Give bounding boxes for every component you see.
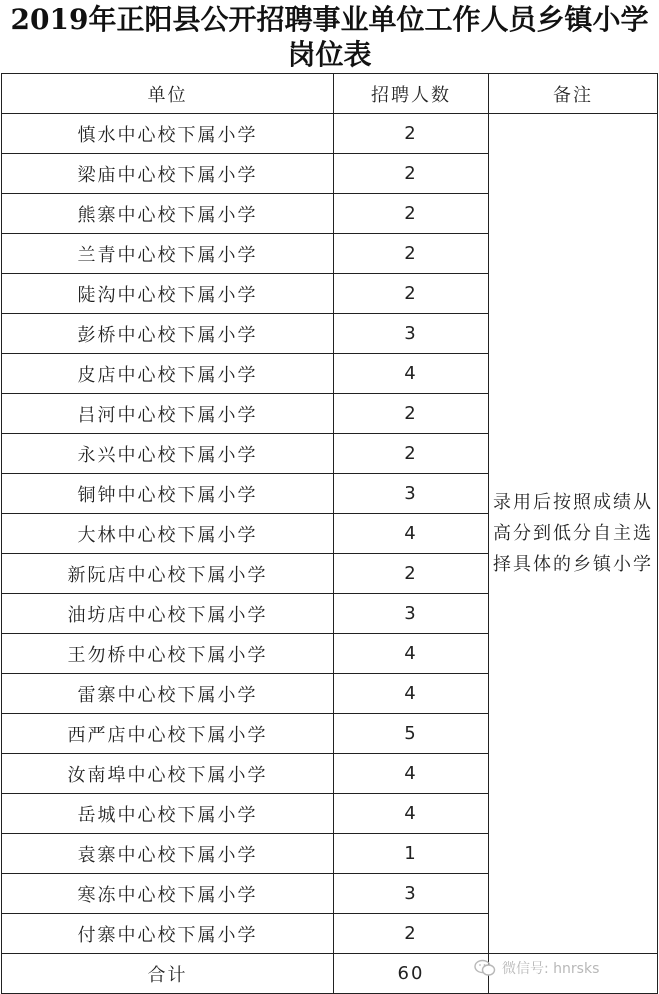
unit-cell: 付寨中心校下属小学 [2, 914, 334, 954]
count-cell: 4 [334, 634, 489, 674]
total-label: 合计 [2, 954, 334, 994]
unit-cell: 新阮店中心校下属小学 [2, 554, 334, 594]
count-cell: 4 [334, 794, 489, 834]
count-cell: 4 [334, 514, 489, 554]
count-cell: 5 [334, 714, 489, 754]
note-cell: 录用后按照成绩从高分到低分自主选择具体的乡镇小学 [489, 114, 658, 954]
total-count: 60 [334, 954, 489, 994]
count-cell: 2 [334, 394, 489, 434]
unit-cell: 兰青中心校下属小学 [2, 234, 334, 274]
unit-cell: 陡沟中心校下属小学 [2, 274, 334, 314]
count-cell: 3 [334, 874, 489, 914]
count-cell: 4 [334, 754, 489, 794]
unit-cell: 慎水中心校下属小学 [2, 114, 334, 154]
document-title: 2019年正阳县公开招聘事业单位工作人员乡镇小学岗位表 [10, 3, 649, 71]
wechat-watermark [474, 958, 599, 978]
header-unit: 单位 [2, 74, 334, 114]
unit-cell: 吕河中心校下属小学 [2, 394, 334, 434]
unit-cell: 汝南埠中心校下属小学 [2, 754, 334, 794]
recruitment-table [1, 73, 658, 994]
count-cell: 2 [334, 914, 489, 954]
unit-cell: 梁庙中心校下属小学 [2, 154, 334, 194]
unit-cell: 皮店中心校下属小学 [2, 354, 334, 394]
header-note: 备注 [489, 74, 658, 114]
count-cell: 1 [334, 834, 489, 874]
table-row [2, 114, 658, 154]
count-cell: 2 [334, 274, 489, 314]
count-cell: 4 [334, 674, 489, 714]
count-cell: 4 [334, 354, 489, 394]
count-cell: 3 [334, 314, 489, 354]
wechat-icon [474, 959, 496, 977]
unit-cell: 王勿桥中心校下属小学 [2, 634, 334, 674]
count-cell: 2 [334, 194, 489, 234]
watermark-text: 微信号: hnrsks [502, 961, 600, 977]
count-cell: 2 [334, 154, 489, 194]
header-count: 招聘人数 [334, 74, 489, 114]
count-cell: 2 [334, 114, 489, 154]
count-cell: 3 [334, 594, 489, 634]
count-cell: 3 [334, 474, 489, 514]
unit-cell: 袁寨中心校下属小学 [2, 834, 334, 874]
unit-cell: 雷寨中心校下属小学 [2, 674, 334, 714]
count-cell: 2 [334, 234, 489, 274]
unit-cell: 岳城中心校下属小学 [2, 794, 334, 834]
unit-cell: 永兴中心校下属小学 [2, 434, 334, 474]
unit-cell: 油坊店中心校下属小学 [2, 594, 334, 634]
unit-cell: 西严店中心校下属小学 [2, 714, 334, 754]
count-cell: 2 [334, 434, 489, 474]
table-header-row [2, 74, 658, 114]
unit-cell: 大林中心校下属小学 [2, 514, 334, 554]
count-cell: 2 [334, 554, 489, 594]
unit-cell: 铜钟中心校下属小学 [2, 474, 334, 514]
unit-cell: 熊寨中心校下属小学 [2, 194, 334, 234]
unit-cell: 寒冻中心校下属小学 [2, 874, 334, 914]
unit-cell: 彭桥中心校下属小学 [2, 314, 334, 354]
